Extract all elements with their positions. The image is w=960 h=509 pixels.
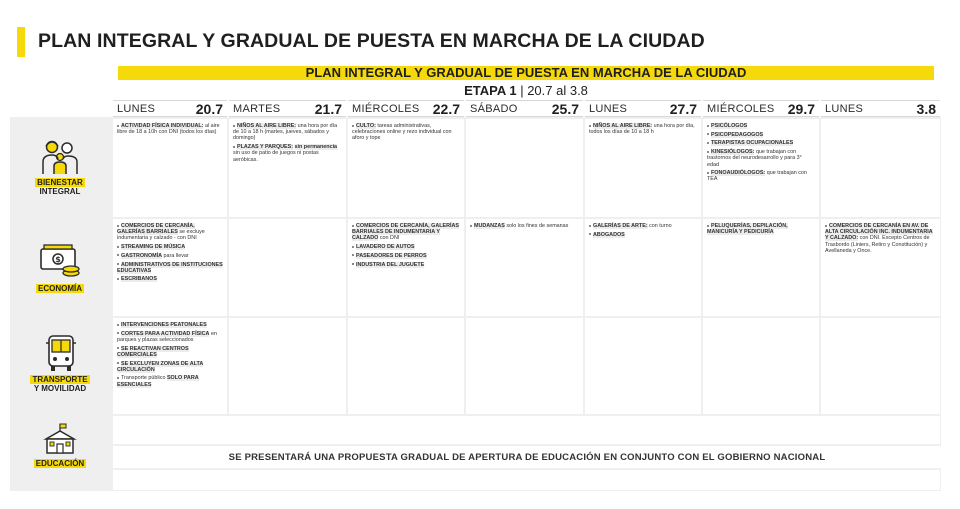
bienestar-cell-lunes xyxy=(113,119,227,217)
day-date: 3.8 xyxy=(916,101,936,117)
bienestar-cell-lunes-3 xyxy=(821,119,940,217)
money-icon xyxy=(38,243,82,279)
list-item: STREAMING DE MÚSICA xyxy=(117,244,223,250)
list-item: NIÑOS AL AIRE LIBRE: una hora por día, todos los días de 10 a 18 h xyxy=(589,123,695,136)
page-title: PLAN INTEGRAL Y GRADUAL DE PUESTA EN MARCHA DE LA CIUDAD xyxy=(38,30,705,52)
economia-cell-lunes-3 xyxy=(821,219,940,316)
list-item: KINESIÓLOGOS: que trabajan con trastornos del neurodesarrollo y para 3° edad xyxy=(707,149,802,168)
economia-cell-miercoles xyxy=(348,219,464,316)
list-item: INTERVENCIONES PEATONALES xyxy=(117,322,223,328)
day-name: LUNES xyxy=(117,103,156,115)
etapa-label: ETAPA 1 xyxy=(464,83,517,98)
day-date: 20.7 xyxy=(195,101,223,117)
bottom-strip xyxy=(0,492,960,509)
day-header xyxy=(585,100,701,117)
school-icon xyxy=(42,423,78,455)
list-item: NIÑOS AL AIRE LIBRE: una hora por día de 10 a 18 h (martes, jueves, sábados y domingo) xyxy=(233,123,338,142)
day-date: 27.7 xyxy=(669,101,697,117)
section-label-economia: ECONOMÍA xyxy=(38,284,82,293)
bienestar-cell-miercoles xyxy=(348,119,464,217)
list-item: LAVADERO DE AUTOS xyxy=(352,244,460,250)
bienestar-cell-sabado xyxy=(466,119,583,217)
list-item: ADMINISTRATIVOS DE INSTITUCIONES EDUCATIVAS xyxy=(117,261,223,274)
title-accent-bar xyxy=(17,27,25,57)
list-item: MUDANZAS solo los fines de semanas xyxy=(470,223,579,229)
section-label-bienestar: BIENESTAR INTEGRAL xyxy=(37,178,83,196)
transporte-cell-martes xyxy=(229,318,346,414)
day-header xyxy=(229,100,346,117)
day-header xyxy=(703,100,819,117)
economia-cell-lunes-27 xyxy=(585,219,701,316)
family-icon xyxy=(40,138,80,176)
day-name: LUNES xyxy=(825,103,864,115)
list-item: PELUQUERÍAS, DEPILACIÓN, MANICURÍA Y PEDICURÍA xyxy=(707,223,788,236)
list-item: ACTIVIDAD FÍSICA INDIVIDUAL: al aire libre de 18 a 10h con DNI (todos los días) xyxy=(117,123,220,136)
transporte-cell-miercoles xyxy=(348,318,464,414)
educacion-bottom xyxy=(113,470,940,490)
list-item: CULTO: tareas administrativas, celebraciones online y rezo individual con aforo y tope xyxy=(352,123,452,142)
bienestar-cell-lunes-27 xyxy=(585,119,701,217)
day-name: MARTES xyxy=(233,103,281,115)
list-item: Transporte público SOLO PARA ESENCIALES xyxy=(117,375,199,388)
educacion-text: SE PRESENTARÁ UNA PROPUESTA GRADUAL DE APERTURA DE EDUCACIÓN EN CONJUNTO CON EL GOBIERNO NACIONAL xyxy=(228,452,826,463)
transporte-cell-lunes xyxy=(113,318,227,414)
list-item: PSICOPEDAGOGOS xyxy=(707,132,815,138)
bienestar-cell-miercoles-29 xyxy=(703,119,819,217)
transporte-cell-sabado xyxy=(466,318,583,414)
list-item: COMERCIOS DE CERCANÍA, GALERÍAS BARRIALES DE INDUMENTARIA Y CALZADO con DNI xyxy=(352,223,460,242)
list-item: PASEADORES DE PERROS xyxy=(352,253,460,259)
list-item: SE REACTIVAN CENTROS COMERCIALES xyxy=(117,345,189,358)
day-header xyxy=(348,100,464,117)
bus-icon xyxy=(44,333,78,373)
day-date: 21.7 xyxy=(314,101,342,117)
list-item: COMERCIOS DE CERCANÍA, GALERÍAS BARRIALES se excluye indumentaria y calzado - con DNI xyxy=(117,223,205,242)
transporte-cell-miercoles-29 xyxy=(703,318,819,414)
list-item: SE EXCLUYEN ZONAS DE ALTA CIRCULACIÓN xyxy=(117,360,204,373)
day-date: 22.7 xyxy=(432,101,460,117)
day-header xyxy=(466,100,583,117)
etapa-heading xyxy=(118,83,934,98)
day-date: 29.7 xyxy=(787,101,815,117)
list-item: COMERCIOS DE CERCANÍA EN AV. DE ALTA CIRCULACIÓN INC. INDUMENTARIA Y CALZADO: con DNI. Excepto Centros de Trasbordo (Liniers, Retiro y Constitución) y Avellaneda y Once. xyxy=(825,223,933,254)
day-name: MIÉRCOLES xyxy=(352,103,420,115)
list-item: GALERÍAS DE ARTE: con turno xyxy=(589,223,697,229)
list-item: INDUSTRIA DEL JUGUETE xyxy=(352,262,460,268)
list-item: GASTRONOMÍA para llevar xyxy=(117,253,223,259)
bienestar-cell-martes xyxy=(229,119,346,217)
plan-banner: PLAN INTEGRAL Y GRADUAL DE PUESTA EN MARCHA DE LA CIUDAD xyxy=(118,66,934,80)
section-label-educacion: EDUCACIÓN xyxy=(35,459,85,468)
day-header xyxy=(113,100,227,117)
list-item: PSICÓLOGOS xyxy=(707,123,815,129)
list-item: TERAPISTAS OCUPACIONALES xyxy=(707,140,815,146)
etapa-range: | 20.7 al 3.8 xyxy=(520,83,588,98)
svg-text:$: $ xyxy=(55,255,61,264)
day-date: 25.7 xyxy=(551,101,579,117)
economia-cell-lunes xyxy=(113,219,227,316)
day-name: LUNES xyxy=(589,103,628,115)
list-item: ABOGADOS xyxy=(589,232,697,238)
economia-cell-miercoles-29 xyxy=(703,219,819,316)
economia-cell-sabado xyxy=(466,219,583,316)
list-item: CORTES PARA ACTIVIDAD FÍSICA en parques y plazas seleccionados xyxy=(117,330,217,343)
section-label-transporte: TRANSPORTE Y MOVILIDAD xyxy=(32,375,88,393)
economia-cell-martes xyxy=(229,219,346,316)
list-item: FONOAUDIÓLOGOS: que trabajan con TEA xyxy=(707,170,807,183)
day-name: SÁBADO xyxy=(470,103,518,115)
list-item: ESCRIBANOS xyxy=(117,276,223,282)
transporte-cell-lunes-3 xyxy=(821,318,940,414)
transporte-cell-lunes-27 xyxy=(585,318,701,414)
list-item: PLAZAS Y PARQUES: sin permanencia sin uso de patio de juegos ni postas aeróbicas. xyxy=(233,144,338,163)
day-header xyxy=(821,100,940,117)
day-name: MIÉRCOLES xyxy=(707,103,775,115)
educacion-spacer xyxy=(113,416,940,444)
